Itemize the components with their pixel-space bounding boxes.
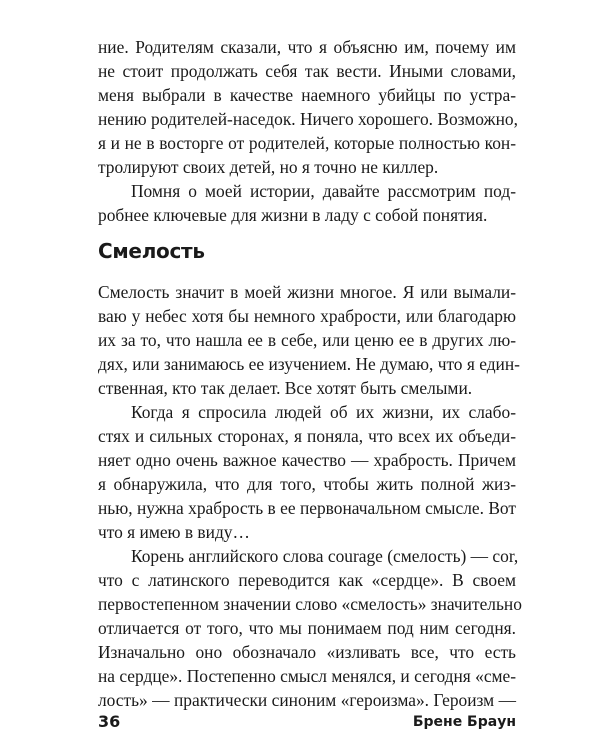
text-line: дях, или занимаюсь ее изучением. Не думаю, что я един- (98, 354, 520, 374)
text-line: ственная, кто так делает. Все хотят быть смелыми. (98, 378, 473, 398)
text-line: не стоит продолжать себя так вести. Иными словами, (98, 61, 516, 81)
text-line: Корень английского слова courage (смелость) — cor, (131, 546, 519, 566)
text-line: ваю у небес хотя бы немного храбрости, или благодарю (98, 306, 516, 326)
text-line: нению родителей-наседок. Ничего хорошего. Возможно, (98, 109, 518, 129)
text-line: нью, нужна храбрость в ее первоначальном смысле. Вот (98, 498, 516, 518)
text-line: меня выбрали в качестве наемного убийцы по устра- (98, 85, 516, 105)
text-line: робнее ключевые для жизни в ладу с собой понятия. (98, 205, 488, 225)
text-line: Когда я спросила людей об их жизни, их слабо- (131, 402, 516, 422)
text-line: Помня о моей истории, давайте рассмотрим под- (131, 181, 516, 201)
text-line: ние. Родителям сказали, что я объясню им, почему им (98, 37, 516, 57)
text-line: что я имею в виду… (98, 522, 250, 542)
running-footer-author: Брене Браун (412, 714, 516, 730)
text-line: лость» — практически синоним «героизма». Героизм — (98, 690, 516, 710)
text-line: я обнаружила, что для того, чтобы жить полной жиз- (98, 474, 516, 494)
text-line: тролируют своих детей, но я точно не киллер. (98, 157, 439, 177)
text-line: их за то, что нашла ее в себе, или ценю ее в других лю- (98, 330, 516, 350)
text-line: Изначально оно обозначало «изливать все, что есть (98, 642, 516, 662)
text-line: на сердце». Постепенно смысл менялся, и сегодня «сме- (98, 666, 517, 686)
text-line: что с латинского переводится как «сердце». В своем (98, 570, 516, 590)
text-line: стях и сильных сторонах, я поняла, что всех их объеди- (98, 426, 516, 446)
section-heading: Смелость (98, 239, 205, 263)
page-number: 36 (98, 712, 121, 731)
text-line: няет одно очень важное качество — храбрость. Причем (98, 450, 516, 470)
text-line: Смелость значит в моей жизни многое. Я или вымали- (98, 282, 516, 302)
text-line: первостепенном значении слово «смелость» значительно (98, 594, 522, 614)
text-line: я и не в восторге от родителей, которые полностью кон- (98, 133, 516, 153)
text-line: отличается от того, что мы понимаем под ним сегодня. (98, 618, 516, 638)
